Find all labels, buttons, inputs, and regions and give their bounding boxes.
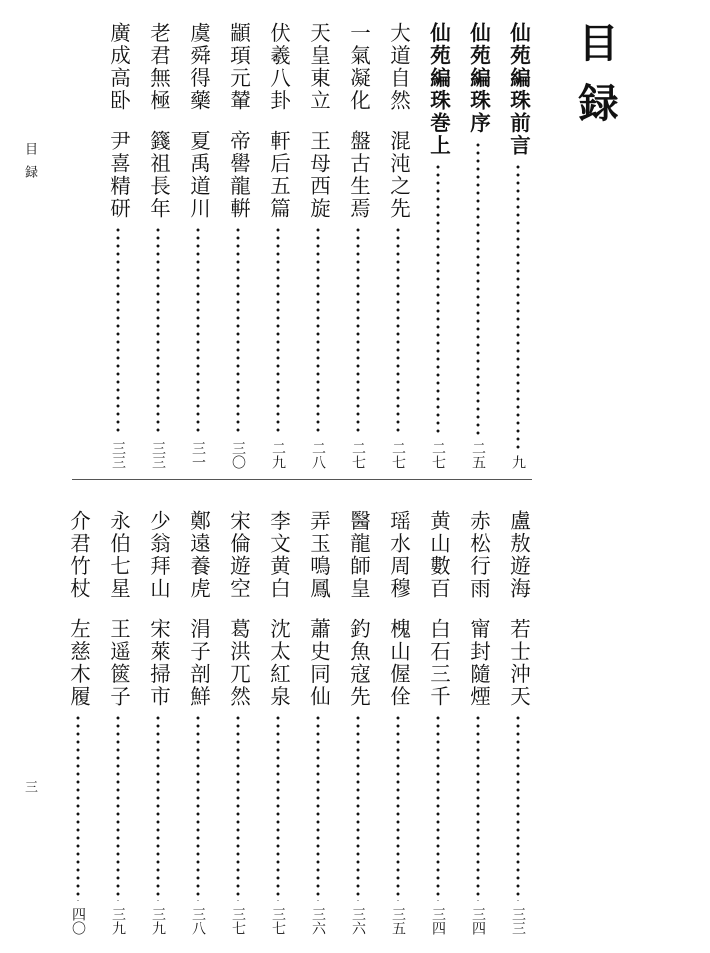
entry-title-second: 軒后五篇 — [266, 130, 291, 220]
entry-page-number: 三八 — [190, 907, 206, 935]
entry-title: 赤松行雨 — [466, 510, 491, 600]
entry-title-second: 蕭史同仙 — [306, 618, 331, 708]
toc-entry — [503, 22, 533, 469]
dot-leader — [236, 714, 240, 901]
entry-title-second: 釣魚寇先 — [346, 618, 371, 708]
entry-title: 老君無極 — [146, 22, 171, 112]
dot-leader — [516, 163, 520, 449]
entry-title: 瑶水周穆 — [386, 510, 411, 600]
entry-title-second: 沈太紅泉 — [266, 618, 291, 708]
dot-leader — [276, 226, 280, 435]
entry-page-number: 四〇 — [70, 907, 86, 935]
entry-title: 仙苑編珠前言 — [506, 22, 531, 157]
toc-entry — [103, 510, 133, 935]
running-head: 目録 — [22, 142, 37, 188]
toc-entry — [63, 510, 93, 935]
toc-entry — [463, 22, 493, 469]
toc-entry — [143, 510, 173, 935]
entry-page-number: 三六 — [310, 907, 326, 935]
entry-title: 黄山數百 — [426, 510, 451, 600]
toc-entry — [223, 22, 253, 469]
entry-page-number: 三七 — [230, 907, 246, 935]
dot-leader — [396, 226, 400, 435]
toc-entry — [423, 22, 453, 469]
entry-title-second: 涓子剖鮮 — [186, 618, 211, 708]
entry-title: 介君竹杖 — [66, 510, 91, 600]
dot-leader — [156, 714, 160, 901]
entry-title-second: 甯封隨煙 — [466, 618, 491, 708]
entry-title: 仙苑編珠巻上 — [426, 22, 451, 157]
entry-title-second: 混沌之先 — [386, 130, 411, 220]
entry-title: 仙苑編珠序 — [466, 22, 491, 135]
dot-leader — [156, 226, 160, 435]
toc-entry — [383, 22, 413, 469]
toc-entry — [183, 22, 213, 469]
entry-title: 伏羲八卦 — [266, 22, 291, 112]
toc-entry — [263, 510, 293, 935]
entry-page-number: 二七 — [390, 441, 406, 469]
entry-page-number: 三三 — [510, 907, 526, 935]
toc-entry — [223, 510, 253, 935]
toc-entry — [183, 510, 213, 935]
entry-title: 宋倫遊空 — [226, 510, 251, 600]
entry-title-second: 槐山偓佺 — [386, 618, 411, 708]
entry-title: 盧敖遊海 — [506, 510, 531, 600]
toc-entry — [263, 22, 293, 469]
entry-title-second: 若士沖天 — [506, 618, 531, 708]
dot-leader — [436, 714, 440, 901]
entry-title-second: 王母西旋 — [306, 130, 331, 220]
dot-leader — [116, 714, 120, 901]
entry-page-number: 三九 — [110, 907, 126, 935]
entry-page-number: 三四 — [430, 907, 446, 935]
entry-page-number: 三一 — [190, 441, 206, 469]
entry-title: 少翁拜山 — [146, 510, 171, 600]
dot-leader — [476, 714, 480, 901]
entry-page-number: 三五 — [390, 907, 406, 935]
page-number: 三 — [22, 780, 37, 803]
entry-page-number: 二五 — [470, 441, 486, 469]
entry-title-second: 宋萊掃市 — [146, 618, 171, 708]
entry-page-number: 三三 — [150, 441, 166, 469]
entry-title-second: 尹喜精研 — [106, 130, 131, 220]
entry-title-second: 盤古生焉 — [346, 130, 371, 220]
toc-entry — [463, 510, 493, 935]
entry-title: 大道自然 — [386, 22, 411, 112]
toc-entry — [303, 510, 333, 935]
entry-page-number: 二七 — [430, 441, 446, 469]
dot-leader — [436, 163, 440, 435]
dot-leader — [276, 714, 280, 901]
entry-title-second: 夏禹道川 — [186, 130, 211, 220]
section-divider — [72, 479, 532, 480]
dot-leader — [236, 226, 240, 435]
entry-page-number: 二九 — [270, 441, 286, 469]
entry-title: 醫龍師皇 — [346, 510, 371, 600]
entry-page-number: 三九 — [150, 907, 166, 935]
entry-page-number: 三六 — [350, 907, 366, 935]
page-title: 目録 — [572, 22, 619, 142]
dot-leader — [356, 714, 360, 901]
entry-title-second: 葛洪兀然 — [226, 618, 251, 708]
entry-page-number: 三三 — [110, 441, 126, 469]
entry-title: 天皇東立 — [306, 22, 331, 112]
entry-title: 一氣凝化 — [346, 22, 371, 112]
toc-entry — [383, 510, 413, 935]
entry-title-second: 白石三千 — [426, 618, 451, 708]
toc-entry — [343, 22, 373, 469]
toc-entry — [303, 22, 333, 469]
dot-leader — [196, 226, 200, 435]
toc-entry — [343, 510, 373, 935]
toc-entry — [423, 510, 453, 935]
dot-leader — [356, 226, 360, 435]
entry-title-second: 左慈木履 — [66, 618, 91, 708]
toc-entry — [503, 510, 533, 935]
entry-page-number: 二八 — [310, 441, 326, 469]
entry-title-second: 帝嚳龍輧 — [226, 130, 251, 220]
dot-leader — [476, 141, 480, 436]
dot-leader — [396, 714, 400, 901]
entry-title: 廣成高卧 — [106, 22, 131, 112]
entry-title-second: 王遥篋子 — [106, 618, 131, 708]
dot-leader — [516, 714, 520, 901]
entry-title: 鄭遠養虎 — [186, 510, 211, 600]
toc-entry — [103, 22, 133, 469]
entry-title: 虞舜得藥 — [186, 22, 211, 112]
entry-title: 弄玉鳴鳳 — [306, 510, 331, 600]
dot-leader — [196, 714, 200, 901]
entry-page-number: 二七 — [350, 441, 366, 469]
dot-leader — [316, 714, 320, 901]
dot-leader — [76, 714, 80, 901]
entry-title: 永伯七星 — [106, 510, 131, 600]
dot-leader — [116, 226, 120, 435]
entry-title: 李文黄白 — [266, 510, 291, 600]
entry-page-number: 三四 — [470, 907, 486, 935]
entry-page-number: 九 — [510, 455, 526, 469]
entry-title-second: 籛祖長年 — [146, 130, 171, 220]
dot-leader — [316, 226, 320, 435]
entry-page-number: 三〇 — [230, 441, 246, 469]
entry-page-number: 三七 — [270, 907, 286, 935]
entry-title: 顓頊元輦 — [226, 22, 251, 112]
toc-entry — [143, 22, 173, 469]
